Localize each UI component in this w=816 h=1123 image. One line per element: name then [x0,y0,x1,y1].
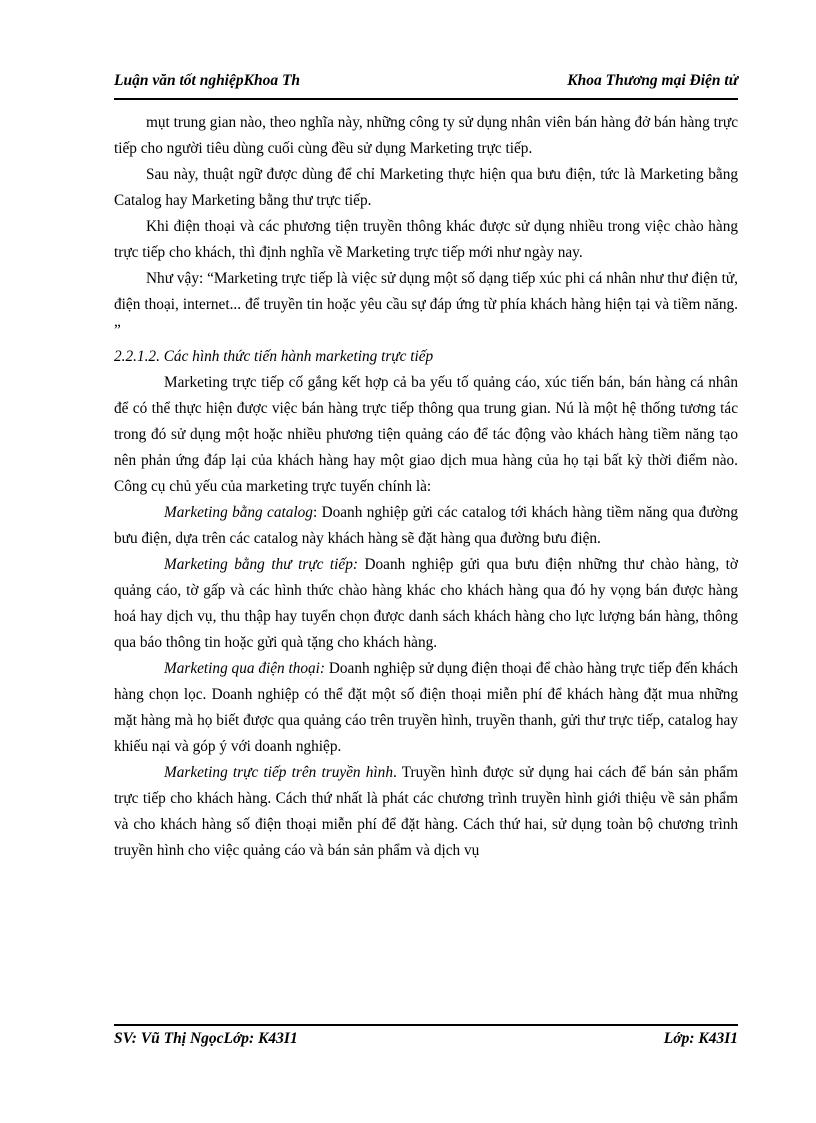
page-footer [114,1030,738,1054]
item-text: Doanh nghiệp sử dụng điện thoại để chào hàng trực tiếp đến khách hàng chọn lọc. Doanh nghiệp có thể đặt một số điện thoại miễn phí để khách hàng đặt mua những mặt hàng mà họ biết được qua quảng cáo trên truyền hình, truyền thanh, gửi thư trực tiếp, catalog hay khiếu nại và góp ý với doanh nghiệp. [114,660,738,755]
list-item-catalog [114,500,738,552]
item-text: Doanh nghiệp gửi qua bưu điện những thư chào hàng, tờ quảng cáo, tờ gấp và các hình thức chào hàng khác cho khách hàng qua đó hy vọng bán được hàng hoá hay dịch vụ, thu thập hay tuyển chọn được danh sách khách hàng cho lực lượng bán hàng, thông qua báo thông tin hoặc gửi quà tặng cho khách hàng. [114,556,738,651]
document-body [114,110,738,864]
header-thesis-title: Luận văn tốt nghiệpKhoa Th [114,72,301,89]
section-heading: 2.2.1.2. Các hình thức tiến hành marketing trực tiếp [114,348,434,365]
item-text: : Doanh nghiệp gửi các catalog tới khách hàng tiềm năng qua đường bưu điện, dựa trên các catalog này khách hàng sẽ đặt hàng qua đường bưu điện. [114,504,738,547]
footer-rule [114,1024,738,1026]
header-faculty: Khoa Thương mại Điện tử [567,72,738,89]
item-term: Marketing bằng thư trực tiếp: [164,556,358,573]
page-header [114,72,738,96]
item-term: Marketing bằng catalog [164,504,313,521]
paragraph: Sau này, thuật ngữ được dùng để chỉ Marketing thực hiện qua bưu điện, tức là Marketing bằng Catalog hay Marketing bằng thư trực tiếp. [114,166,738,209]
header-rule [114,98,738,100]
footer-student: SV: Vũ Thị NgọcLớp: K43I1 [114,1030,298,1047]
item-term: Marketing qua điện thoại: [164,660,326,677]
list-item-television [114,760,738,864]
item-text: . Truyền hình được sử dụng hai cách để bán sản phẩm trực tiếp cho khách hàng. Cách thứ nhất là phát các chương trình truyền hình giới thiệu về sản phẩm và cho khách hàng số điện thoại miễn phí để đặt hàng. Cách thứ hai, sử dụng toàn bộ chương trình truyền hình cho việc quảng cáo và bán sản phẩm và dịch vụ [114,764,738,859]
item-term: Marketing trực tiếp trên truyền hình [164,764,393,781]
paragraph: Khi điện thoại và các phương tiện truyền thông khác được sử dụng nhiều trong việc chào hàng trực tiếp cho khách, thì định nghĩa về Marketing trực tiếp mới như ngày nay. [114,218,738,261]
paragraph: Như vậy: “Marketing trực tiếp là việc sử dụng một số dạng tiếp xúc phi cá nhân như thư điện tử, điện thoại, internet... để truyền tin hoặc yêu cầu sự đáp ứng từ phía khách hàng hiện tại và tiềm năng. ” [114,270,738,339]
intro-paragraph: Marketing trực tiếp cố gắng kết hợp cả ba yếu tố quảng cáo, xúc tiến bán, bán hàng cá nhân để có thể thực hiện được việc bán hàng trực tiếp thông qua trung gian. Nú là một hệ thống tương tác trong đó sử dụng một hoặc nhiều phương tiện quảng cáo để tác động vào khách hàng tiềm năng tạo nên phản ứng đáp lại của khách hàng hay một giao dịch mua hàng của họ tại bất kỳ thời điểm nào. Công cụ chủ yếu của marketing trực tuyến chính là: [114,374,738,495]
list-item-direct-mail [114,552,738,656]
list-item-telephone [114,656,738,760]
paragraph: mụt trung gian nào, theo nghĩa này, những công ty sử dụng nhân viên bán hàng đở bán hàng trực tiếp cho người tiêu dùng cuối cùng đều sử dụng Marketing trực tiếp. [114,114,738,157]
footer-class: Lớp: K43I1 [663,1030,738,1047]
